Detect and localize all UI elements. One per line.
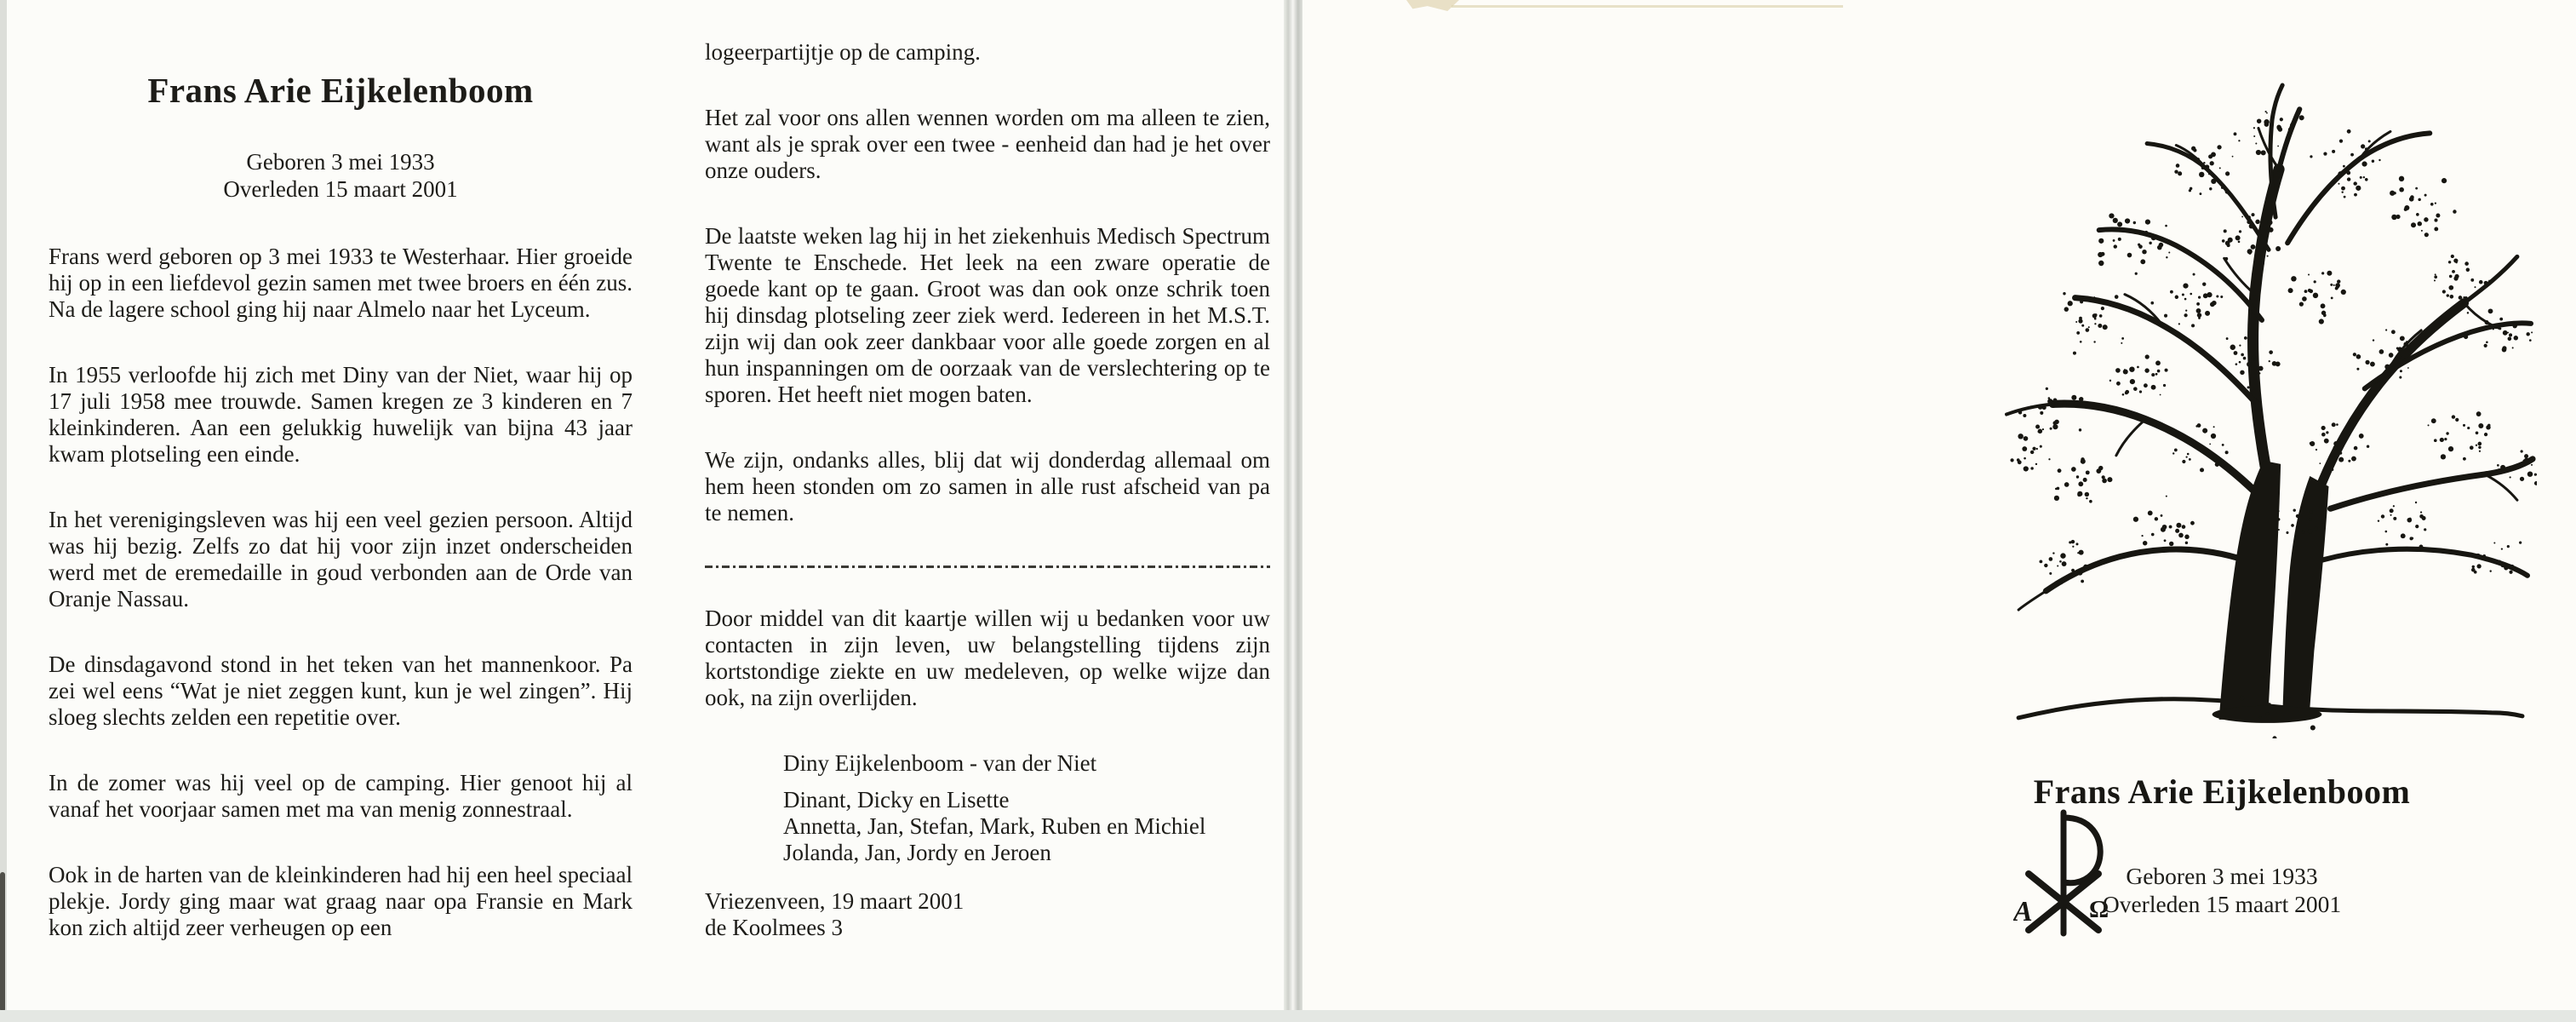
omega-glyph: Ω — [2089, 896, 2109, 923]
scan-left-edge — [0, 0, 7, 1010]
front-death-line: Overleden 15 maart 2001 — [2102, 891, 2342, 917]
thanks-paragraph: Door middel van dit kaartje willen wij u bedanken voor uw contacten in zijn leven, uw belangstelling tijdens zijn kortstondige ziekte en uw medeleven, op welke wijze dan ook, na zijn overlijden. — [705, 606, 1270, 710]
place-date-block — [705, 888, 1270, 941]
signatory-line: Dinant, Dicky en Lisette — [783, 787, 1010, 812]
paper-edge-line — [1451, 5, 1843, 8]
alpha-glyph: A — [2013, 896, 2033, 927]
place-date-line: Vriezenveen, 19 maart 2001 — [705, 888, 965, 914]
memorial-text-paragraph: De laatste weken lag hij in het ziekenhuis Medisch Spectrum Twente te Enschede. Het leek na een zware operatie de goede kant op te gaan. Groot was dan ook onze schrik toen hij dinsdag plotseling zeer ziek werd. Iedereen in het M.S.T. zijn wij dan ook zeer dankbaar voor alle goede zorgen en al hun inspanningen om de oorzaak van de verslechtering op te sporen. Het heeft niet mogen baten. — [705, 223, 1270, 407]
card-front-cover — [1302, 0, 2576, 1010]
memorial-text-paragraph: Het zal voor ons allen wennen worden om ma alleen te zien, want als je sprak over een twee - eenheid dan had je het over onze ouders. — [705, 105, 1270, 183]
memorial-text-paragraph: In 1955 verloofde hij zich met Diny van der Niet, waar hij op 17 juli 1958 mee trouwde. Samen kregen ze 3 kinderen en 7 kleinkinderen. Aan een gelukkig huwelijk van bijna 43 jaar kwam plotseling een einde. — [49, 362, 633, 467]
memorial-text-paragraph: We zijn, ondanks alles, blij dat wij donderdag allemaal om hem heen stonden om zo samen in alle rust afscheid van pa te nemen. — [705, 447, 1270, 525]
front-life-dates — [2094, 862, 2350, 918]
death-date-line: Overleden 15 maart 2001 — [223, 176, 458, 202]
tree-illustration — [1992, 78, 2537, 738]
birth-date-line: Geboren 3 mei 1933 — [246, 149, 435, 175]
memorial-text-paragraph: In het verenigingsleven was hij een veel gezien persoon. Altijd was hij bezig. Zelfs zo dat hij voor zijn inzet onderscheiden werd met de eremedaille in goud verbonden aan de Orde van Oranje Nassau. — [49, 507, 633, 611]
signatory-line: Annetta, Jan, Stefan, Mark, Ruben en Michiel — [783, 813, 1206, 839]
card-inside-spread — [7, 0, 1287, 1010]
memorial-text-paragraph: Ook in de harten van de kleinkinderen had hij een heel speciaal plekje. Jordy ging maar wat graag naar opa Fransie en Mark kon zich altijd zeer verheugen op een — [49, 862, 633, 940]
memorial-text-paragraph: logeerpartijtje op de camping. — [705, 39, 981, 65]
memorial-text-paragraph: Frans werd geboren op 3 mei 1933 te Westerhaar. Hier groeide hij op in een liefdevol gezin samen met twee broers en één zus. Na de lagere school ging hij naar Almelo naar het Lyceum. — [49, 244, 633, 322]
signatory-line: Jolanda, Jan, Jordy en Jeroen — [783, 840, 1051, 865]
card-edge-shadow — [1284, 0, 1304, 1010]
address-line: de Koolmees 3 — [705, 915, 843, 940]
page-title: Frans Arie Eijkelenboom — [147, 71, 534, 110]
signatory-line: Diny Eijkelenboom - van der Niet — [783, 750, 1097, 776]
scanner-bed-strip — [0, 1010, 2576, 1022]
inside-right-page — [705, 0, 1270, 941]
tree-silhouette-svg — [1992, 78, 2537, 738]
signatories-block — [705, 750, 1270, 866]
memorial-text-paragraph: De dinsdagavond stond in het teken van het mannenkoor. Pa zei wel eens “Wat je niet zeggen kunt, kun je wel zingen”. Hij sloeg slechts zelden een repetitie over. — [49, 652, 633, 730]
memorial-text-paragraph: In de zomer was hij veel op de camping. Hier genoot hij al vanaf het voorjaar samen met ma van menig zonnestraal. — [49, 770, 633, 822]
dash-dot-divider — [705, 566, 1270, 568]
scan-edge-smudge — [0, 872, 5, 1012]
front-name: Frans Arie Eijkelenboom — [2033, 772, 2411, 811]
inside-left-page — [49, 0, 633, 980]
front-birth-line: Geboren 3 mei 1933 — [2126, 863, 2318, 889]
life-dates — [49, 148, 633, 203]
